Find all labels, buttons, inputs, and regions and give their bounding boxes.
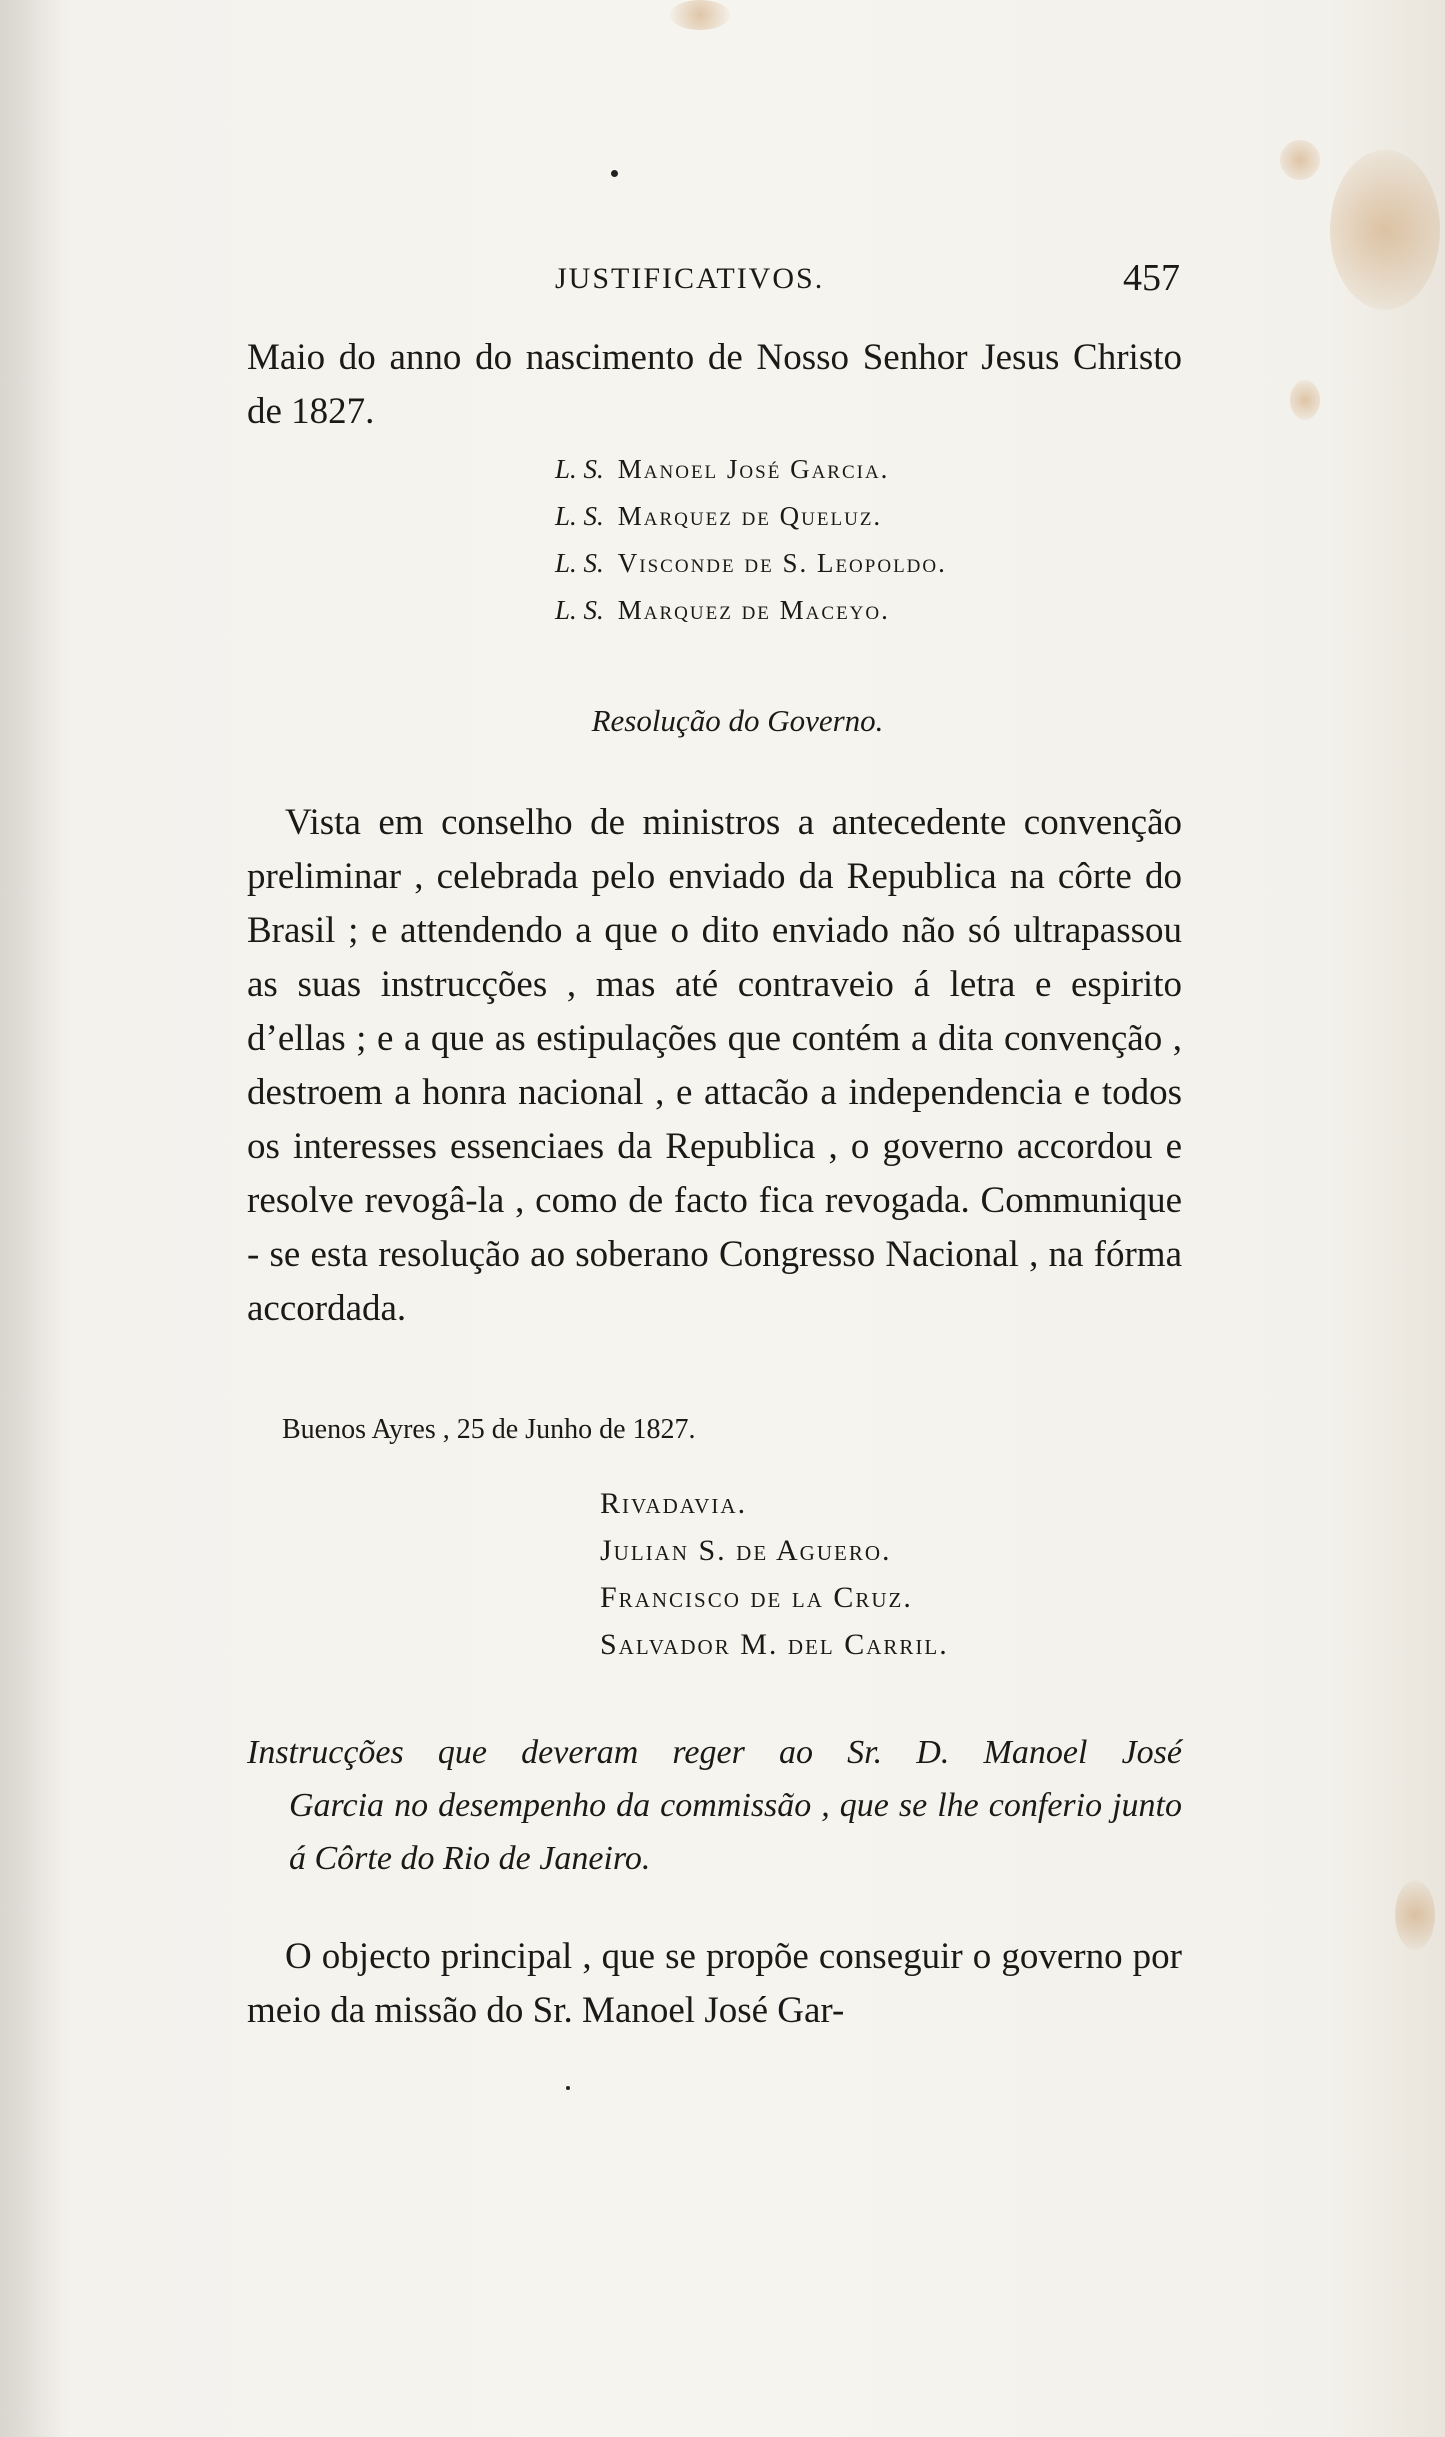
instructions-heading-first-line: Instrucções que deveram reger ao Sr. D. Manoel José — [247, 1734, 1182, 1771]
signatory-name: Marquez de Maceyo. — [617, 595, 890, 625]
running-head: JUSTIFICATIVOS. — [555, 262, 825, 295]
foxing-stain — [670, 0, 730, 30]
page-gutter-shadow — [0, 0, 70, 2437]
signatory-name: Marquez de Queluz. — [617, 501, 883, 531]
instructions-heading — [247, 1726, 1182, 1885]
seal-mark: L. S. — [555, 548, 604, 578]
signer-name: Julian S. de Aguero. — [600, 1534, 892, 1567]
seal-mark: L. S. — [555, 595, 604, 625]
foxing-stain — [1280, 140, 1320, 180]
signer-name: Rivadavia. — [600, 1487, 748, 1520]
foxing-stain — [1395, 1880, 1435, 1950]
instructions-heading-continuation: Garcia no desempenho da commissão , que se lhe conferio junto á Côrte do Rio de Janeiro. — [289, 1787, 1182, 1877]
signatory-name: Visconde de S. Leopoldo. — [617, 548, 947, 578]
instructions-body: O objecto principal , que se propõe conseguir o governo por meio da missão do Sr. Manoel José Gar- — [247, 1936, 1182, 2031]
signatory-line — [555, 587, 947, 634]
dateline: Buenos Ayres , 25 de Junho de 1827. — [282, 1414, 696, 1445]
signer-name: Francisco de la Cruz. — [600, 1581, 913, 1614]
government-signers — [600, 1480, 949, 1668]
foxing-stain — [1330, 150, 1440, 310]
instructions-paragraph — [247, 1930, 1182, 2038]
page-number: 457 — [1123, 257, 1180, 299]
opening-paragraph — [247, 331, 1182, 439]
signatory-line — [555, 446, 947, 493]
seal-mark: L. S. — [555, 501, 604, 531]
signatory-name: Manoel José Garcia. — [617, 454, 890, 484]
signatory-line — [555, 493, 947, 540]
signatory-line — [555, 540, 947, 587]
signatories-list — [555, 446, 947, 634]
resolution-body: Vista em conselho de ministros a antecedente convenção preliminar , celebrada pelo enviado da Republica na côrte do Brasil ; e attendendo a que o dito enviado não só ultrapassou as suas instrucções , mas até contraveio á letra e espirito d’ellas ; e a que as estipulações que contém a dita convenção , destroem a honra nacional , e attacão a independencia e todos os interesses essenciaes da Republica , o governo accordou e resolve revogâ-la , como de facto fica revogada. Communique - se esta resolução ao soberano Congresso Nacional , na fórma accordada. — [247, 802, 1182, 1329]
resolution-title: Resolução do Governo. — [591, 703, 884, 738]
seal-mark: L. S. — [555, 454, 604, 484]
opening-text: Maio do anno do nascimento de Nosso Senhor Jesus Christo de 1827. — [247, 337, 1182, 432]
ink-dot — [566, 2086, 570, 2090]
signer-name: Salvador M. del Carril. — [600, 1628, 949, 1661]
foxing-stain — [1290, 380, 1320, 420]
resolution-paragraph — [247, 796, 1182, 1336]
page-header — [250, 257, 1180, 312]
ink-dot — [611, 170, 618, 177]
